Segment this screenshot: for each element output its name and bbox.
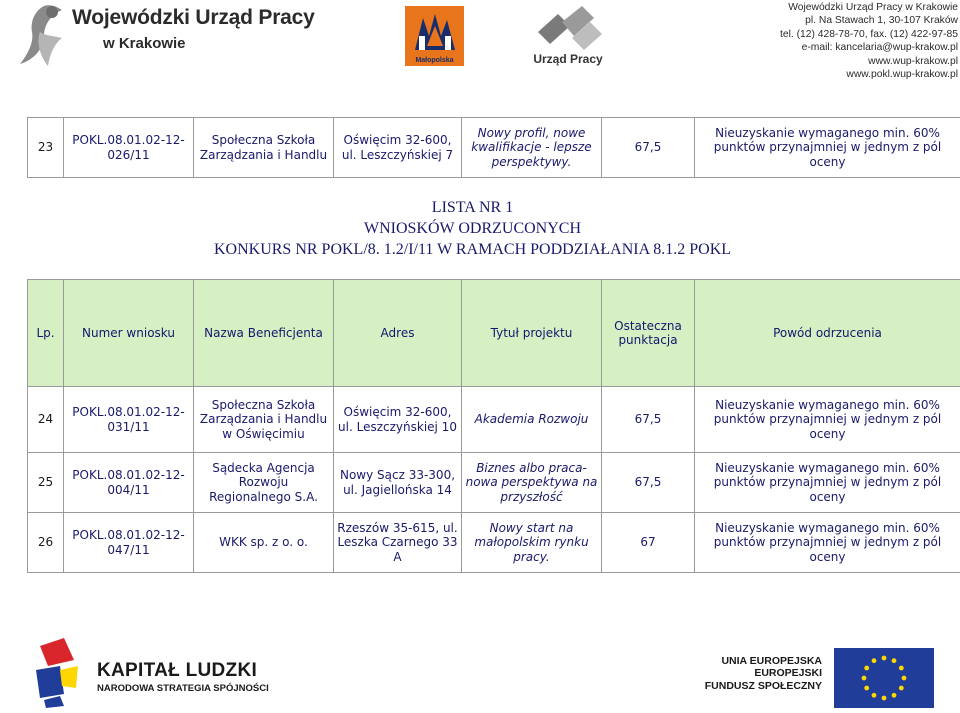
cell-powod: Nieuzyskanie wymaganego min. 60% punktów przynajmniej w jednym z pól oceny <box>695 387 960 453</box>
eu-fund-label <box>700 655 822 692</box>
cell-adres: Oświęcim 32-600, ul. Leszczyńskiej 10 <box>334 387 462 453</box>
table-row <box>28 387 960 453</box>
list-title <box>0 197 945 260</box>
malopolska-emblem-icon <box>405 6 464 56</box>
kapital-ludzki-subtitle: NARODOWA STRATEGIA SPÓJNOŚCI <box>97 683 269 694</box>
header-punktacja: Ostateczna punktacja <box>602 280 695 387</box>
eu-line-2: EUROPEJSKI <box>754 667 822 680</box>
table-row <box>28 453 960 513</box>
urzad-pracy-logo-icon <box>528 2 608 54</box>
cell-punktacja: 67 <box>602 513 695 573</box>
cell-numer: POKL.08.01.02-12-031/11 <box>64 387 194 453</box>
contact-block <box>740 1 958 81</box>
list-title-line3: KONKURS NR POKL/8. 1.2/I/11 W RAMACH PODDZIAŁANIA 8.1.2 POKL <box>213 241 732 258</box>
eu-line-3: FUNDUSZ SPOŁECZNY <box>704 679 822 692</box>
header-numer: Numer wniosku <box>64 280 194 387</box>
cell-punktacja: 67,5 <box>602 387 695 453</box>
cell-lp: 25 <box>28 453 64 513</box>
eu-star-icon <box>882 656 887 661</box>
eu-star-icon <box>862 676 867 681</box>
contact-email[interactable]: e-mail: kancelaria@wup-krakow.pl <box>801 42 958 54</box>
cell-beneficjent: Sądecka Agencja Rozwoju Regionalnego S.A. <box>194 453 334 513</box>
contact-website-pokl[interactable]: www.pokl.wup-krakow.pl <box>846 69 958 81</box>
contact-phone: tel. (12) 428-78-70, fax. (12) 422-97-85 <box>779 28 958 40</box>
cell-beneficjent: Społeczna Szkoła Zarządzania i Handlu <box>194 118 334 178</box>
cell-tytul: Akademia Rozwoju <box>462 387 602 453</box>
eu-star-icon <box>882 696 887 701</box>
cell-numer: POKL.08.01.02-12-047/11 <box>64 513 194 573</box>
eu-star-icon <box>902 676 907 681</box>
wup-logo-icon <box>14 2 66 72</box>
cell-adres: Rzeszów 35-615, ul. Leszka Czarnego 33 A <box>334 513 462 573</box>
kapital-ludzki-title: KAPITAŁ LUDZKI <box>97 660 258 681</box>
header-adres: Adres <box>334 280 462 387</box>
cell-tytul: Biznes albo praca-nowa perspektywa na przyszłość <box>462 453 602 513</box>
header-tytul: Tytuł projektu <box>462 280 602 387</box>
cell-beneficjent: WKK sp. z o. o. <box>194 513 334 573</box>
cell-adres: Oświęcim 32-600, ul. Leszczyńskiej 7 <box>334 118 462 178</box>
cell-beneficjent: Społeczna Szkoła Zarządzania i Handlu w Oświęcimiu <box>194 387 334 453</box>
eu-star-icon <box>892 658 897 663</box>
table-row <box>28 118 960 178</box>
cell-numer: POKL.08.01.02-12-004/11 <box>64 453 194 513</box>
kapital-ludzki-logo-icon <box>34 636 80 708</box>
malopolska-logo <box>405 6 464 66</box>
eu-line-1: UNIA EUROPEJSKA <box>721 655 822 667</box>
cell-powod: Nieuzyskanie wymaganego min. 60% punktów przynajmniej w jednym z pól oceny <box>695 118 960 178</box>
table-header-row <box>28 280 960 387</box>
malopolska-label: Małopolska <box>415 57 454 64</box>
header-beneficjent: Nazwa Beneficjenta <box>194 280 334 387</box>
eu-star-icon <box>892 693 897 698</box>
eu-star-icon <box>872 693 877 698</box>
cell-powod: Nieuzyskanie wymaganego min. 60% punktów przynajmniej w jednym z pól oceny <box>695 453 960 513</box>
header-lp: Lp. <box>28 280 64 387</box>
eu-star-icon <box>899 686 904 691</box>
org-title: Wojewódzki Urząd Pracy <box>72 6 315 29</box>
eu-star-icon <box>872 658 877 663</box>
contact-address: pl. Na Stawach 1, 30-107 Kraków <box>805 15 958 27</box>
cell-lp: 24 <box>28 387 64 453</box>
contact-website[interactable]: www.wup-krakow.pl <box>868 55 958 67</box>
list-title-line1: LISTA NR 1 <box>431 199 514 216</box>
cell-punktacja: 67,5 <box>602 453 695 513</box>
eu-star-icon <box>864 686 869 691</box>
cell-numer: POKL.08.01.02-12-026/11 <box>64 118 194 178</box>
cell-adres: Nowy Sącz 33-300, ul. Jagiellońska 14 <box>334 453 462 513</box>
org-subtitle: w Krakowie <box>103 35 186 52</box>
cell-tytul: Nowy start na małopolskim rynku pracy. <box>462 513 602 573</box>
urzad-pracy-label: Urząd Pracy <box>533 52 603 66</box>
list-title-line2: WNIOSKÓW ODRZUCONYCH <box>363 220 582 237</box>
table-row <box>28 513 960 573</box>
previous-table <box>27 117 960 178</box>
eu-flag-icon <box>834 648 934 708</box>
cell-lp: 23 <box>28 118 64 178</box>
cell-punktacja: 67,5 <box>602 118 695 178</box>
page-header <box>0 0 960 95</box>
eu-star-icon <box>899 666 904 671</box>
cell-lp: 26 <box>28 513 64 573</box>
rejected-applications-table <box>27 279 960 573</box>
contact-org: Wojewódzki Urząd Pracy w Krakowie <box>788 2 958 13</box>
eu-star-icon <box>864 666 869 671</box>
cell-tytul: Nowy profil, nowe kwalifikacje - lepsze perspektywy. <box>462 118 602 178</box>
cell-powod: Nieuzyskanie wymaganego min. 60% punktów przynajmniej w jednym z pól oceny <box>695 513 960 573</box>
header-powod: Powód odrzucenia <box>695 280 960 387</box>
